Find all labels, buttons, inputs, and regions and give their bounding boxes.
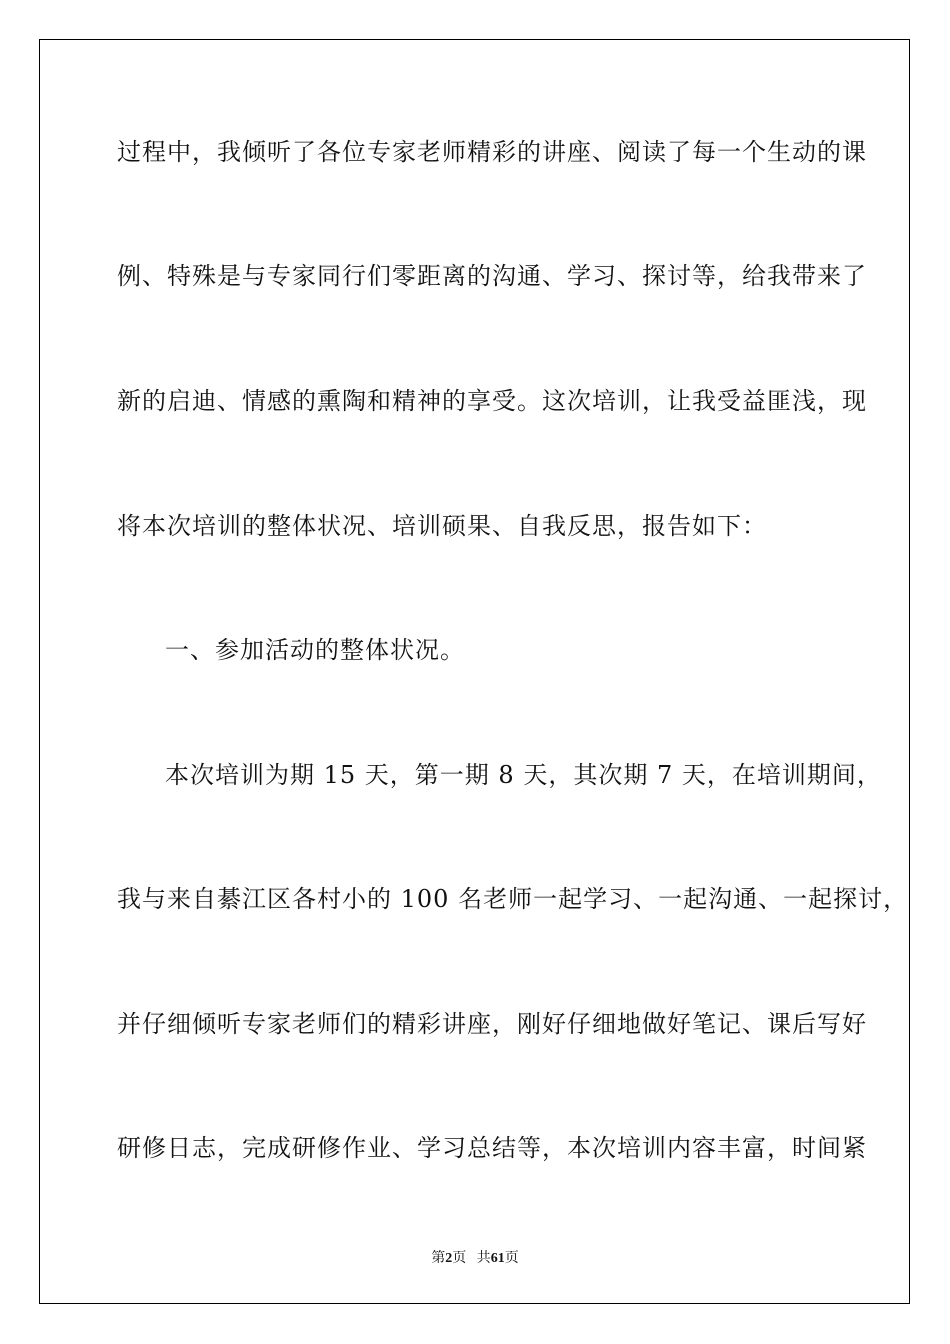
total-suffix: 页: [504, 1251, 519, 1266]
body-line-1: 本次培训为期 15 天，第一期 8 天，其次期 7 天，在培训期间，: [165, 761, 882, 789]
paragraph-line-3: 新的启迪、情感的熏陶和精神的享受。这次培训，让我受益匪浅，现: [117, 387, 867, 415]
paragraph-line-1: 过程中，我倾听了各位专家老师精彩的讲座、阅读了每一个生动的课: [117, 138, 867, 166]
body-line-4: 研修日志，完成研修作业、学习总结等，本次培训内容丰富，时间紧: [117, 1134, 867, 1162]
paragraph-line-2: 例、特殊是与专家同行们零距离的沟通、学习、探讨等，给我带来了: [117, 262, 867, 290]
total-pages: 61: [490, 1251, 505, 1266]
page-prefix: 第: [431, 1251, 446, 1266]
paragraph-line-4: 将本次培训的整体状况、培训硕果、自我反思，报告如下：: [117, 512, 767, 540]
body-line-3: 并仔细倾听专家老师们的精彩讲座，刚好仔细地做好笔记、课后写好: [117, 1010, 867, 1038]
page-suffix: 页: [452, 1251, 467, 1266]
page-footer: [0, 1247, 950, 1267]
total-prefix: 共: [476, 1251, 491, 1266]
page-number: 2: [445, 1251, 453, 1266]
body-line-2: 我与来自綦江区各村小的 100 名老师一起学习、一起沟通、一起探讨，: [117, 885, 909, 913]
page-frame: [39, 39, 910, 1304]
section-heading: 一、参加活动的整体状况。: [165, 636, 465, 664]
